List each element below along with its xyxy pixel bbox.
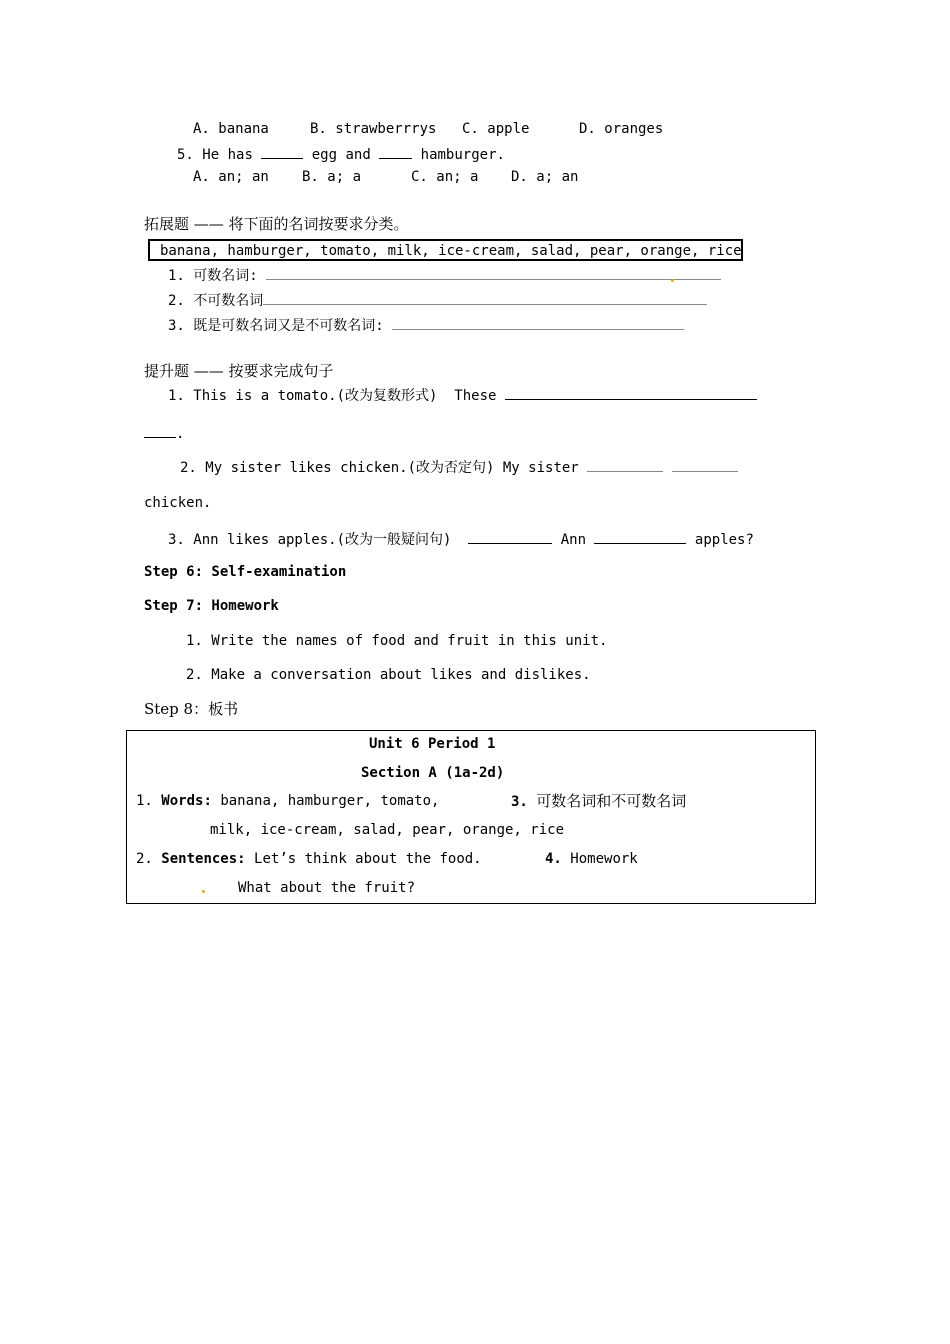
extend-item-3	[168, 315, 684, 335]
improve-s2	[180, 457, 738, 477]
step7-heading: Step 7: Homework	[144, 598, 279, 614]
board-words-line1: banana, hamburger, tomato,	[220, 793, 440, 809]
extend-title: 拓展题 —— 将下面的名词按要求分类。	[144, 215, 409, 233]
improve-s1-blank-2	[144, 423, 176, 438]
improve-s3-text: 3. Ann likes apples.(改为一般疑问句)	[168, 532, 452, 548]
q5-blank-2	[379, 144, 412, 159]
q5-option-b: B. a; a	[302, 169, 362, 185]
improve-s2-blank-1	[587, 457, 663, 472]
improve-s2-blank-2	[672, 457, 738, 472]
step8-heading: Step 8：板书	[144, 700, 239, 718]
q5-option-d: D. a; an	[511, 169, 579, 185]
q5-option-a: A. an; an	[193, 169, 269, 185]
stray-dot	[671, 279, 674, 282]
board-sentences-line1: Let’s think about the food.	[254, 851, 482, 867]
extend-item-1-label: 1. 可数名词:	[168, 268, 258, 284]
board-title: Unit 6 Period 1	[369, 736, 496, 752]
improve-s3-blank-1	[468, 529, 552, 544]
board-sentences	[136, 850, 482, 868]
extend-item-1-blank	[266, 265, 721, 280]
q5-blank-1	[261, 144, 303, 159]
q4-option-c: C. apple	[462, 121, 530, 137]
improve-s2-text: 2. My sister likes chicken.(改为否定句)	[180, 460, 495, 476]
q5-option-c: C. an; a	[411, 169, 479, 185]
improve-s1-cont	[144, 423, 184, 443]
improve-s1-text: 1. This is a tomato.(改为复数形式)	[168, 388, 438, 404]
board-item-3-num: 3.	[511, 794, 528, 810]
q4-option-d: D. oranges	[579, 121, 664, 137]
homework-item-2: 2. Make a conversation about likes and dislikes.	[186, 667, 591, 683]
board-item-3	[511, 792, 686, 811]
improve-s1-tail: These	[454, 388, 497, 404]
improve-s1-end: .	[176, 426, 185, 442]
extend-item-2	[168, 290, 707, 310]
improve-s3-mid: Ann	[560, 532, 587, 548]
improve-s1-blank	[505, 385, 757, 400]
step6-heading: Step 6: Self-examination	[144, 564, 347, 580]
board-subtitle: Section A (1a-2d)	[361, 765, 505, 781]
board-item-4-text: Homework	[570, 851, 638, 867]
board-item-4-num: 4.	[545, 851, 562, 867]
board-item-3-text: 可数名词和不可数名词	[536, 792, 687, 810]
q4-option-b: B. strawberrrys	[310, 121, 437, 137]
board-words-label: Words:	[161, 793, 212, 809]
board-sentences-label: Sentences:	[161, 851, 246, 867]
board-words	[136, 792, 439, 810]
q5-number: 5.	[177, 147, 194, 163]
q4-option-a: A. banana	[193, 121, 269, 137]
board-item-4	[545, 850, 638, 868]
extend-item-2-blank	[263, 290, 707, 305]
improve-s1	[168, 385, 757, 405]
q5-text-a: He has	[202, 147, 253, 163]
improve-s3-blank-2	[594, 529, 686, 544]
improve-s2-tail: My sister	[502, 460, 579, 476]
improve-s3	[168, 529, 754, 549]
extend-item-1	[168, 265, 721, 285]
blackboard-box	[126, 730, 816, 904]
improve-s3-end: apples?	[694, 532, 754, 548]
q5-text-b: egg and	[311, 147, 371, 163]
board-words-num: 1.	[136, 793, 153, 809]
extend-item-3-blank	[392, 315, 684, 330]
board-sentences-num: 2.	[136, 851, 153, 867]
q5-question	[177, 144, 505, 164]
q5-text-c: hamburger.	[420, 147, 505, 163]
board-sentences-line2: What about the fruit?	[238, 880, 416, 896]
extend-item-3-label: 3. 既是可数名词又是不可数名词:	[168, 318, 384, 334]
board-words-line2: milk, ice-cream, salad, pear, orange, rice	[210, 822, 565, 838]
extend-item-2-label: 2. 不可数名词	[168, 293, 264, 309]
word-list: banana, hamburger, tomato, milk, ice-cream, salad, pear, orange, rice	[160, 243, 742, 259]
word-box	[148, 239, 743, 261]
homework-item-1: 1. Write the names of food and fruit in this unit.	[186, 633, 608, 649]
improve-title: 提升题 —— 按要求完成句子	[144, 362, 334, 380]
stray-dot-2	[202, 890, 205, 893]
improve-s2-end: chicken.	[144, 495, 212, 511]
